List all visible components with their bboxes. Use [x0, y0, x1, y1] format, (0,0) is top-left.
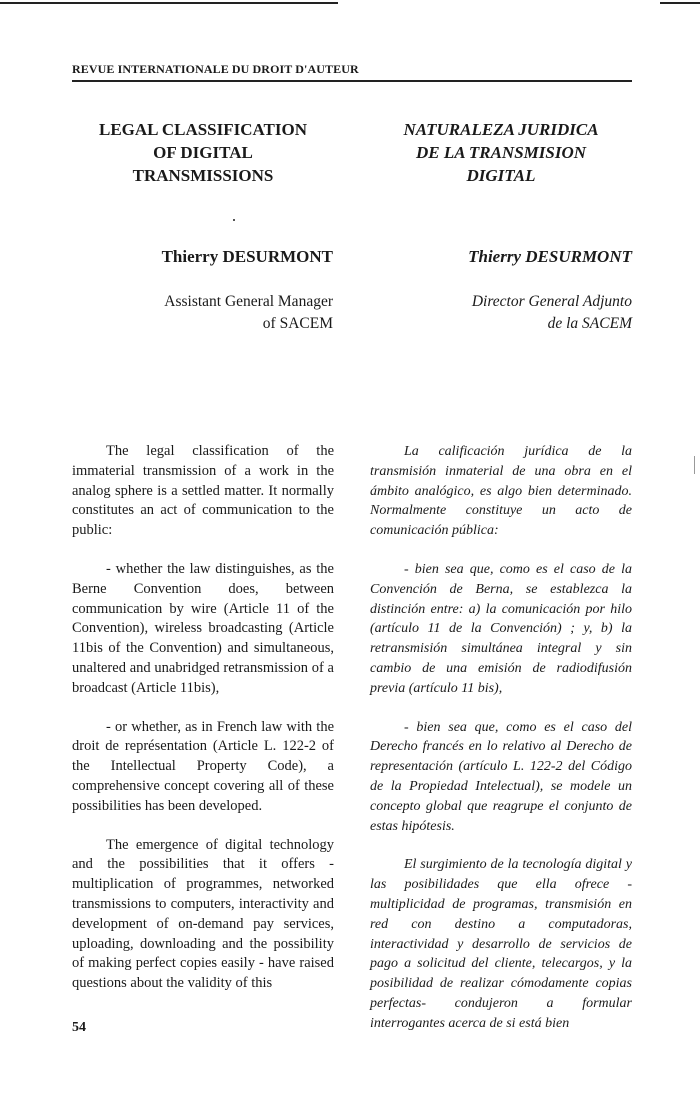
title-line: LEGAL CLASSIFICATION	[99, 120, 307, 139]
scan-speck	[233, 219, 235, 221]
header-rule	[72, 80, 632, 82]
author-role-english	[63, 291, 333, 335]
body-paragraph: - whether the law distinguishes, as the Berne Convention does, between communication by wire (Article 11 of the Convention), wireless broadcasting (Article 11bis of the Convention) and simultaneous, unaltered and unabridged retransmission of a broadcast (Article 11bis),	[72, 560, 334, 696]
body-paragraph: - bien sea que, como es el caso de la Convención de Berna, se establezca la distinción entre: a) la comunicación por hilo (artículo 11 de la Convención) ; y, b) la retransmisión simultánea integral y sin cambio de una emisión de radiodifusión previa (artículo 11 bis),	[370, 561, 632, 696]
title-line: NATURALEZA JURIDICA	[403, 120, 599, 139]
role-line: de la SACEM	[547, 315, 632, 332]
article-title-english	[68, 118, 338, 187]
title-line: TRANSMISSIONS	[132, 166, 274, 185]
body-paragraph: El surgimiento de la tecnología digital y las posibilidades que ella ofrece -multiplicidad de programas, transmisión en red con destino a computadoras, interactividad y desarrollo de servicios de pago a solicitud del cliente, telecargos, y la posibilidad de realizar cómodamente copias perfectas- condujeron a formular interrogantes acerca de si está bien	[370, 857, 632, 1031]
body-paragraph: - or whether, as in French law with the droit de représentation (Article L. 122-2 of the Intellectual Property Code), a comprehensive concept covering all of these possibilities has been developed.	[72, 718, 334, 814]
article-title-spanish	[366, 118, 636, 187]
journal-header: REVUE INTERNATIONALE DU DROIT D'AUTEUR	[72, 62, 359, 76]
role-line: Director General Adjunto	[471, 293, 632, 310]
title-line: DIGITAL	[466, 166, 536, 185]
margin-mark	[694, 456, 695, 474]
top-edge-line	[0, 2, 338, 4]
author-name-spanish: Thierry DESURMONT	[468, 247, 632, 266]
title-line: OF DIGITAL	[153, 143, 253, 162]
english-column	[72, 442, 334, 1013]
author-role-spanish	[362, 291, 632, 335]
role-line: Assistant General Manager	[164, 293, 333, 310]
top-edge-line-right	[660, 2, 700, 4]
spanish-column	[370, 442, 632, 1053]
body-paragraph: The legal classification of the immaterial transmission of a work in the analog sphere is a settled matter. It normally constitutes an act of communication to the public:	[72, 443, 334, 539]
author-name-english: Thierry DESURMONT	[161, 247, 333, 266]
title-line: DE LA TRANSMISION	[415, 143, 587, 162]
body-paragraph: - bien sea que, como es el caso del Derecho francés en lo relativo al Derecho de representación (artículo L. 122-2 del Código de la Propiedad Intelectual), se modele un concepto global que reagrupe el conjunto de estas hipótesis.	[370, 719, 632, 834]
body-paragraph: The emergence of digital technology and the possibilities that it offers - multiplication of programmes, networked transmissions to computers, interactivity and development of on-demand pay services, uploading, downloading and the possibility of making perfect copies easily - have raised questions about the validity of this	[72, 836, 334, 992]
role-line: of SACEM	[262, 315, 333, 332]
page-number: 54	[72, 1020, 86, 1035]
body-paragraph: La calificación jurídica de la transmisión inmaterial de una obra en el ámbito analógico, es algo bien determinado. Normalmente constituye un acto de comunicación pública:	[370, 444, 632, 539]
